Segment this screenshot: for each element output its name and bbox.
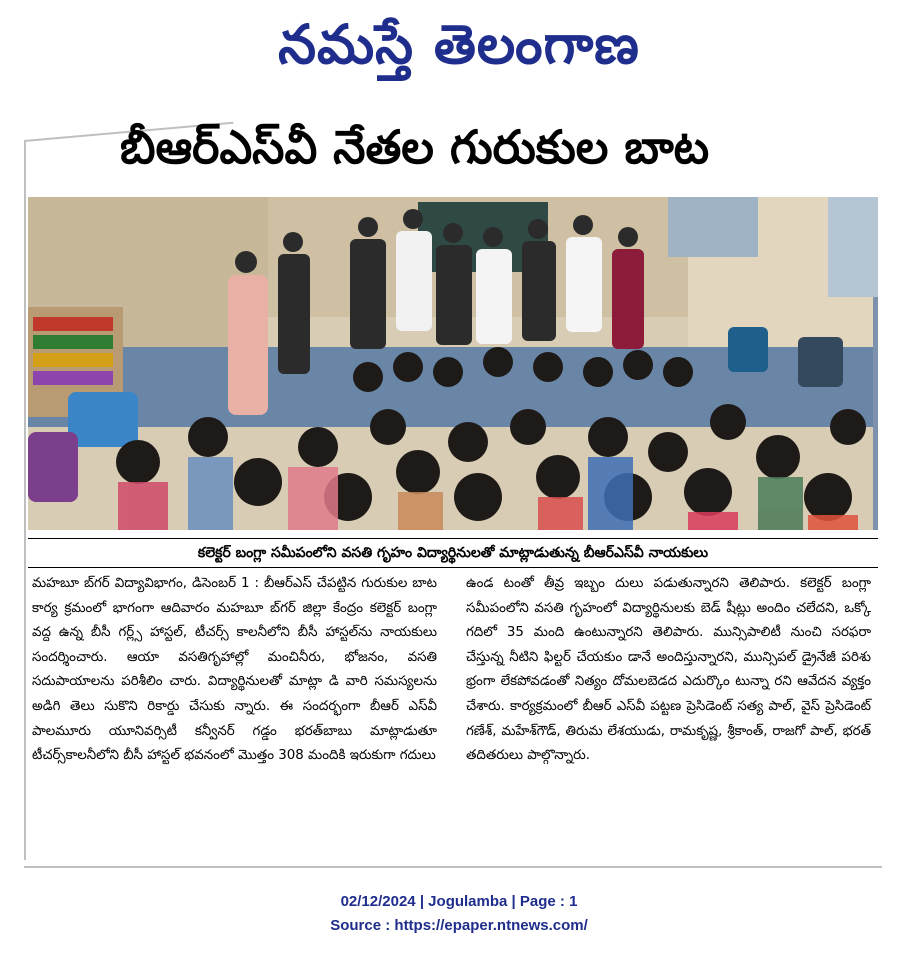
page-footer (0, 890, 918, 938)
source-url: Source : https://epaper.ntnews.com/ (330, 917, 588, 934)
edition-info: 02/12/2024 | Jogulamba | Page : 1 (340, 893, 578, 910)
photo-caption: కలెక్టర్ బంగ్లా సమీపంలోని వసతి గృహం విద్యార్థినులతో మాట్లాడుతున్న బీఆర్‌ఎస్‌వీ నాయకులు (28, 538, 878, 568)
article-body-left: మహబూ బ్‌గర్ విద్యావిభాగం, డిసెంబర్ 1 : బీఆర్‌ఎస్ చేపట్టిన గురుకుల బాట కార్య క్రమంలో భాగంగా ఆదివారం మహబూ బ్‌గర్ జిల్లా కేంద్రం కలెక్టర్ బంగ్లా వద్ద ఉన్న బీసీ గర్ల్స్ హాస్టల్, టీచర్స్ కాలనీలోని బీసీ హాస్టల్‌ను నాయకులు సందర్శించారు. ఆయా వసతిగృహాల్లో మంచినీరు, భోజనం, వసతి సదుపాయాలను పరిశీలిం చారు. విద్యార్థినులతో మాట్లా డి వారి సమస్యలను అడిగి తెలు సుకొని రికార్డు చేసుకు న్నారు. ఈ సందర్భంగా బీఆర్ ఎస్‌వీ పాలమూరు యూనివర్సిటీ కన్వీనర్ గడ్డం భరత్‌బాబు మాట్లాడుతూ టీచర్స్‌కాలనీలోని బీసీ హాస్టల్ భవనంలో మొత్తం 308 మందికి ఇరుకుగా గదులు (32, 576, 437, 764)
frame-rule-bottom (24, 866, 882, 868)
frame-rule-left (24, 140, 26, 860)
article-photo (28, 197, 878, 530)
article-column-right (466, 572, 871, 862)
newspaper-logo: నమస్తే తెలంగాణ (278, 13, 640, 76)
article-column-left (32, 572, 437, 862)
article-headline: బీఆర్‌ఎస్‌వీ నేతల గురుకుల బాట (120, 120, 710, 174)
classroom-photo-illustration (28, 197, 878, 530)
masthead (0, 0, 918, 90)
article-body-right: ఉండ టంతో తీవ్ర ఇబ్బం దులు పడుతున్నారని తెలిపారు. కలెక్టర్ బంగ్లా సమీపంలోని వసతి గృహంలో విద్యార్థినులకు బెడ్ షీట్లు అందిం చలేదని, ఒక్కో గదిలో 35 మంది ఉంటున్నారని తెలిపారు. మున్సిపాలిటీ నుంచి సరఫరా చేస్తున్న నీటిని ఫిల్టర్ చేయకుం డానే అందిస్తున్నారని, మున్సిపల్ డ్రైనేజీ పరిశు భ్రంగా లేకపోవడంతో నిత్యం దోమలబెడద ఎదుర్కొం టున్నా రని ఆవేదన వ్యక్తం చేశారు. కార్యక్రమంలో బీఆర్ ఎస్‌వీ పట్టణ ప్రెసిడెంట్ సత్య పాల్, వైస్ ప్రెసిడెంట్ గణేశ్, మహేశ్‌గౌడ్, తిరుమ లేశయుడు, రామకృష్ణ, శ్రీకాంత్, రాజగో పాల్, భరత్ తదితరులు పాల్గొన్నారు. (466, 576, 871, 764)
